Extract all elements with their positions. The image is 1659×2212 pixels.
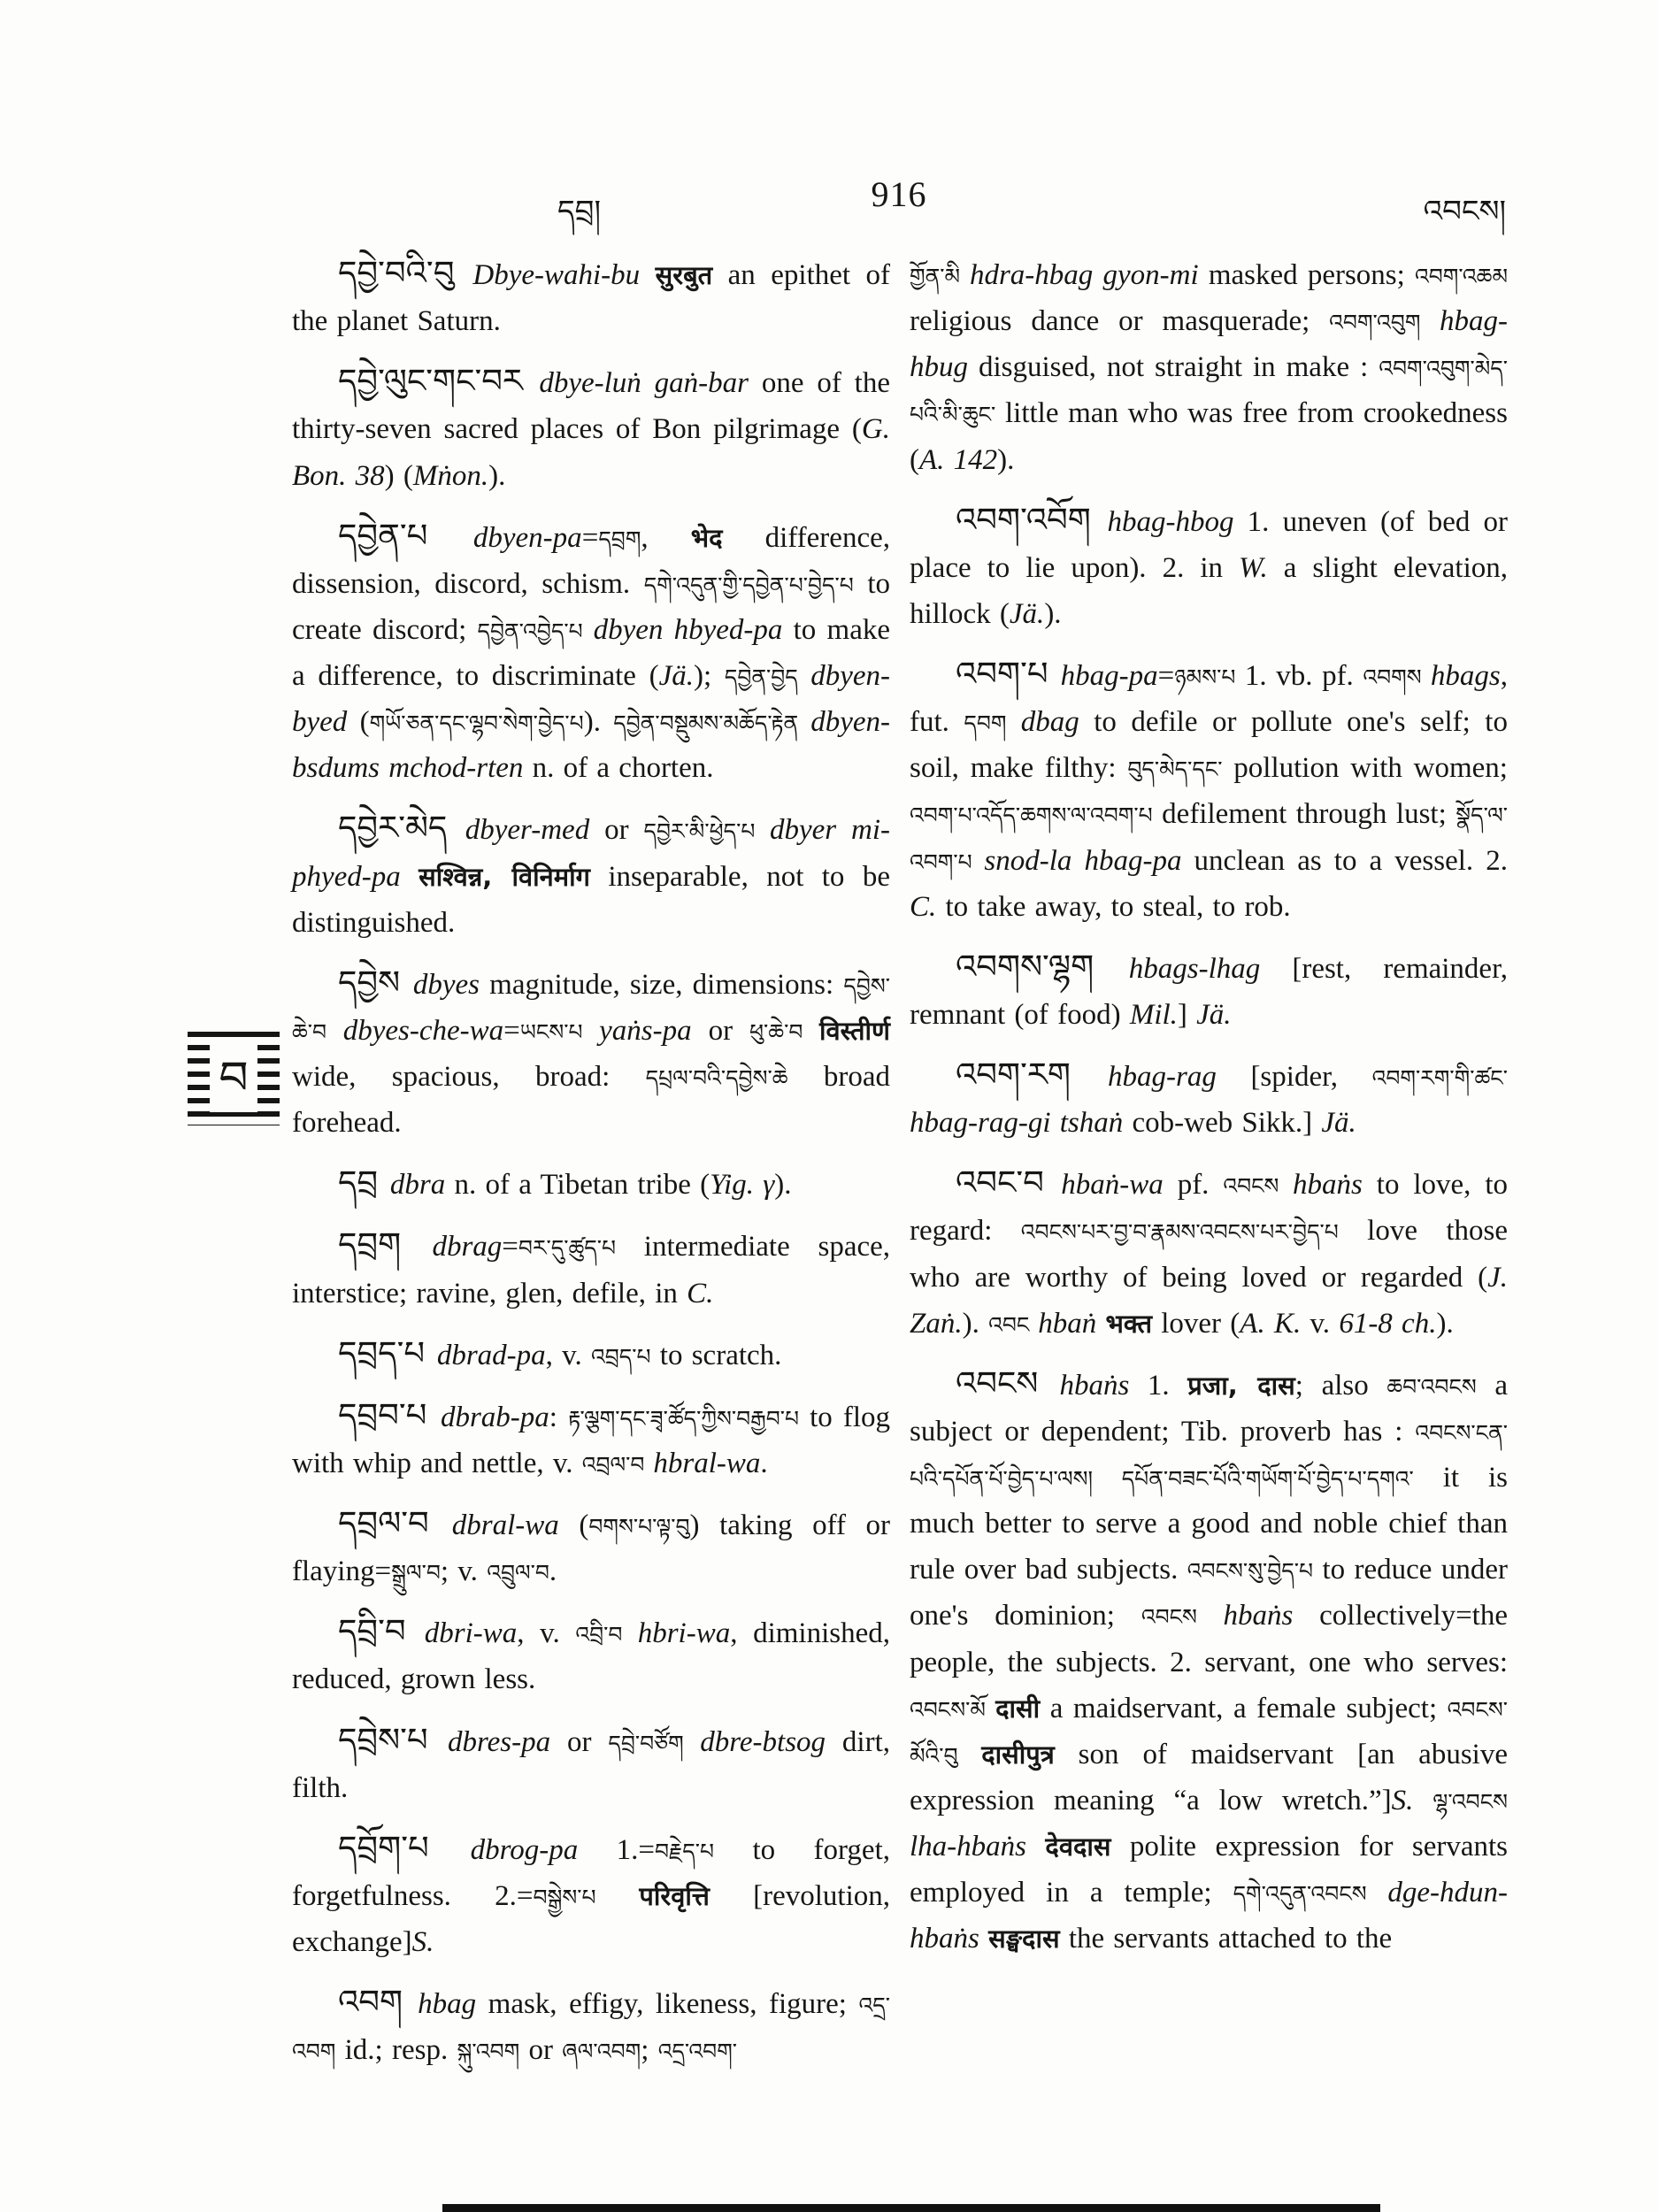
definition-text: to flog with whip and nettle, v. bbox=[292, 1401, 891, 1479]
definition-text: pf. bbox=[1163, 1169, 1224, 1202]
definition-text: or bbox=[589, 814, 644, 847]
transliteration: J. Zaṅ. bbox=[910, 1261, 1508, 1340]
definition-text: [spider, bbox=[1216, 1061, 1372, 1093]
transliteration: hbaṅs bbox=[1223, 1600, 1294, 1632]
transliteration: hbag-pa bbox=[1060, 660, 1158, 692]
definition-text: a slight elevation, hillock ( bbox=[910, 551, 1508, 630]
transliteration: A. K. bbox=[1240, 1307, 1302, 1340]
definition-text: it is much better to serve a good and noble chief than rule over bad subjects. bbox=[910, 1462, 1508, 1586]
devanagari-text: परिवृत्ति bbox=[639, 1880, 710, 1911]
tibetan-text: བུད་མེད་དང་ bbox=[1127, 757, 1223, 783]
tibetan-text: ཞལ་འབག bbox=[562, 2039, 641, 2065]
devanagari-text: दासीपुत्र bbox=[981, 1739, 1055, 1770]
tibetan-headword: འབག་པ bbox=[956, 655, 1061, 693]
definition-text: or bbox=[519, 2034, 563, 2067]
transliteration: dbrog-pa bbox=[470, 1833, 579, 1866]
transliteration: G. Bon. 38 bbox=[292, 413, 890, 492]
transliteration: hdra-hbag gyon-mi bbox=[969, 259, 1199, 291]
tibetan-text: དབྱེན་བསྡུམས་མཆོད་རྟེན bbox=[613, 710, 811, 737]
definition-text: lover ( bbox=[1151, 1307, 1240, 1340]
dictionary-entry bbox=[910, 1162, 1508, 1347]
definition-text: to make a difference, to discriminate ( bbox=[292, 613, 890, 692]
transliteration: Jä. bbox=[1009, 597, 1045, 630]
running-head-left-keyword: དབྲ། bbox=[557, 194, 602, 229]
dictionary-entry bbox=[910, 946, 1508, 1038]
transliteration: hbaṅs bbox=[1059, 1369, 1130, 1402]
definition-text: ) taking off or flaying= bbox=[292, 1509, 890, 1588]
definition-text: mask, effigy, likeness, figure; bbox=[476, 1988, 859, 2021]
transliteration: hbag-hbug bbox=[910, 305, 1508, 384]
devanagari-text: भेद bbox=[690, 522, 723, 553]
dictionary-entry bbox=[292, 1224, 890, 1316]
dictionary-entry bbox=[910, 499, 1508, 637]
definition-text: to forget, forgetfulness. 2.= bbox=[292, 1833, 890, 1912]
tibetan-text: བར་དུ་ཚུད་པ bbox=[518, 1235, 617, 1262]
tibetan-headword: དབྲི་བ bbox=[338, 1612, 425, 1651]
definition-text: ). bbox=[1044, 597, 1062, 630]
definition-text: to love, to regard: bbox=[910, 1169, 1508, 1248]
transliteration: dbyer mi-phyed-pa bbox=[292, 814, 890, 893]
transliteration: yaṅs-pa bbox=[599, 1014, 692, 1047]
tibetan-text: བསྒྱེས་པ bbox=[533, 1884, 640, 1910]
definition-text: = bbox=[502, 1231, 518, 1263]
definition-text: 1.= bbox=[578, 1833, 655, 1866]
definition-text: a maidservant, a female subject; bbox=[1040, 1692, 1448, 1724]
definition-text: ] bbox=[1177, 998, 1197, 1031]
devanagari-text: सश्विन्न, विनिर्माग bbox=[419, 861, 590, 892]
transliteration: hbags bbox=[1430, 660, 1501, 692]
transliteration: hbag bbox=[418, 1988, 477, 2021]
definition-text: = bbox=[503, 1014, 520, 1047]
definition-text: n. of a chorten. bbox=[523, 752, 714, 785]
dictionary-entry bbox=[292, 1610, 890, 1702]
dictionary-entry bbox=[292, 360, 890, 498]
tibetan-text: རྟ་ལྕག་དང་ཟྭ་ཚོད་ཀྱིས་བརྒྱབ་པ bbox=[568, 1405, 800, 1432]
tibetan-text: འབྲལ་བ bbox=[581, 1451, 654, 1478]
transliteration: C. bbox=[687, 1277, 714, 1310]
transliteration: hbag-rag bbox=[1108, 1061, 1217, 1093]
definition-text: ). bbox=[583, 706, 614, 739]
dictionary-entry bbox=[910, 653, 1508, 930]
devanagari-text: सुरबुत bbox=[655, 260, 713, 290]
transliteration: dbra bbox=[389, 1169, 446, 1202]
transliteration: hbag-rag-gi tshaṅ bbox=[910, 1107, 1124, 1140]
tibetan-text: འདྲ་འབག་ bbox=[657, 2039, 738, 2065]
dictionary-entry bbox=[292, 807, 890, 945]
tibetan-text: འབངས་སུ་བྱེད་པ bbox=[1187, 1558, 1314, 1585]
tibetan-text: ལྷ་འབངས bbox=[1432, 1788, 1508, 1815]
dictionary-entry bbox=[292, 252, 890, 344]
tibetan-headword: དབྲབ་པ bbox=[338, 1395, 441, 1434]
definition-text: unclean as to a vessel. 2. bbox=[1181, 844, 1508, 877]
dictionary-entry bbox=[292, 1394, 890, 1486]
tibetan-text: སྐུ་འབག bbox=[457, 2039, 520, 2065]
tibetan-text: འབག་འབུག་མེད་པའི་མི་ཆུང་ bbox=[910, 356, 1508, 428]
definition-text: v. bbox=[1301, 1307, 1340, 1340]
definition-text: n. of a Tibetan tribe ( bbox=[445, 1169, 710, 1202]
dictionary-entry bbox=[292, 1981, 890, 2073]
tibetan-headword: འབང་བ bbox=[956, 1164, 1062, 1202]
transliteration: Mṅon. bbox=[412, 459, 489, 492]
transliteration: Dbye-wahi-bu bbox=[472, 259, 656, 291]
tibetan-text: འབངས་མོ bbox=[910, 1696, 996, 1723]
definition-text: masked persons; bbox=[1198, 259, 1416, 291]
transliteration: dbri-wa bbox=[424, 1617, 518, 1650]
tibetan-text: འབྲད་པ bbox=[591, 1343, 651, 1370]
tibetan-text: འབག་པ་འདོད་ཆགས་ལ་འབག་པ bbox=[910, 803, 1153, 829]
tibetan-headword: དབྲ bbox=[338, 1164, 390, 1202]
definition-text: id.; resp. bbox=[335, 2034, 457, 2067]
definition-text: wide, spacious, broad: bbox=[292, 1061, 646, 1093]
section-letter: བ bbox=[219, 1052, 249, 1105]
tibetan-text: ཆབ་འབངས bbox=[1386, 1373, 1477, 1400]
running-head bbox=[292, 173, 1506, 227]
tibetan-headword: དབྱེ་བའི་བུ bbox=[338, 254, 473, 292]
definition-text bbox=[1413, 1785, 1432, 1816]
definition-text: religious dance or masquerade; bbox=[910, 305, 1330, 338]
definition-text: ). bbox=[962, 1307, 989, 1340]
tibetan-text: འདྲ་འབག bbox=[292, 1993, 890, 2065]
definition-text: broad forehead. bbox=[292, 1061, 890, 1140]
tibetan-text: འབག་འཆམ bbox=[1415, 264, 1509, 289]
tibetan-text: དབག bbox=[964, 710, 1021, 737]
definition-text: ) ( bbox=[384, 459, 413, 492]
tibetan-text: འབྲི་བ bbox=[575, 1622, 638, 1648]
definition-text: [revolution, exchange] bbox=[292, 1879, 890, 1958]
tibetan-headword: དབྱེ་ལུང་གང་བར bbox=[338, 362, 540, 401]
dictionary-entry bbox=[292, 962, 890, 1147]
tibetan-text: འབགས bbox=[1363, 664, 1431, 690]
definition-text: difference, dissension, discord, schism. bbox=[292, 521, 890, 600]
definition-text: = bbox=[581, 521, 599, 554]
dictionary-entry bbox=[292, 1827, 890, 1965]
tibetan-text: འབག་འབུག bbox=[1329, 310, 1440, 336]
transliteration: dge-hdun-hbaṅs bbox=[910, 1877, 1509, 1955]
tibetan-text: གྱོན་མི bbox=[910, 264, 970, 289]
tibetan-text: འབག་རག་གི་ཚང་ bbox=[1371, 1065, 1508, 1091]
definition-text: 1. vb. pf. bbox=[1235, 660, 1363, 692]
tibetan-headword: དབྱེར་མེད bbox=[338, 809, 465, 848]
definition-text: , bbox=[641, 521, 691, 554]
tibetan-text: ཉམས་པ bbox=[1174, 664, 1236, 690]
tibetan-text: འབྲུལ་བ bbox=[487, 1560, 549, 1586]
page-number: 916 bbox=[871, 174, 927, 214]
tibetan-text: འབངས་ངན་པའི་དཔོན་པོ་བྱེད་པ་ལས། དཔོན་བཟང་པོའི་གཡོག་པོ་བྱེད་པ་དགའ་ bbox=[910, 1419, 1508, 1492]
devanagari-text: सङ्घदास bbox=[988, 1924, 1060, 1955]
tibetan-headword: དབྲལ་བ bbox=[338, 1504, 452, 1542]
definition-text: one of the thirty-seven sacred places of Bon pilgrimage ( bbox=[292, 367, 890, 446]
transliteration: Jä. bbox=[1321, 1107, 1356, 1140]
transliteration: dbag bbox=[1020, 706, 1079, 739]
tibetan-headword: འབགས་ལྷག bbox=[956, 947, 1129, 986]
definition-text: dirt, filth. bbox=[292, 1725, 890, 1804]
definition-text: little man who was free from crookedness ( bbox=[910, 397, 1508, 476]
transliteration: W. bbox=[1239, 551, 1268, 584]
definition-text: ; bbox=[641, 2034, 658, 2067]
section-letter-box bbox=[210, 1045, 257, 1112]
definition-text: ( bbox=[558, 1509, 589, 1541]
tibetan-text: དགེ་འདུན་གྱི་དབྱེན་པ་བྱེད་པ bbox=[643, 572, 854, 598]
tibetan-text: དབྱེན་འབྱེད་པ bbox=[477, 618, 594, 644]
tibetan-headword: དབྱེན་པ bbox=[338, 516, 473, 555]
definition-text: cob-web Sikk.] bbox=[1123, 1107, 1322, 1140]
definition-text: [rest, remainder, remnant (of food) bbox=[910, 952, 1508, 1031]
tibetan-text: སྣོད་ལ་འབག་པ bbox=[910, 803, 1508, 875]
definition-text: a subject or dependent; Tib. proverb has : bbox=[910, 1369, 1508, 1448]
definition-text: ). bbox=[774, 1169, 792, 1202]
transliteration: S. bbox=[1391, 1784, 1414, 1816]
definition-text: to reduce under one's dominion; bbox=[910, 1554, 1508, 1632]
tibetan-text: དབྲེ་བཙོག bbox=[608, 1730, 701, 1756]
transliteration: hbag-hbog bbox=[1107, 505, 1234, 538]
definition-text: , fut. bbox=[910, 660, 1509, 739]
transliteration: dbrag bbox=[432, 1231, 503, 1263]
dictionary-entry bbox=[292, 1162, 890, 1208]
transliteration: C. bbox=[910, 890, 937, 923]
tibetan-text: དགེ་འདུན་འབངས bbox=[1233, 1881, 1388, 1908]
transliteration: hbaṅ bbox=[1038, 1307, 1106, 1340]
scan-artifact-bar bbox=[442, 2204, 1380, 2212]
definition-text: to create discord; bbox=[292, 567, 890, 646]
tibetan-headword: འབག bbox=[338, 1983, 419, 2022]
tibetan-text: འབང bbox=[988, 1311, 1039, 1338]
definition-text: 1. uneven (of bed or place to lie upon). 2. in bbox=[910, 505, 1508, 584]
tibetan-text: འབངས bbox=[1141, 1604, 1224, 1631]
transliteration: Jä. bbox=[658, 660, 694, 692]
definition-text: or bbox=[691, 1014, 750, 1047]
transliteration: dbye-luṅ gaṅ-bar bbox=[539, 367, 762, 400]
dictionary-entry bbox=[910, 1054, 1508, 1146]
tibetan-text: དབྱེར་མི་ཕྱེད་པ bbox=[643, 818, 770, 845]
definition-text: the servants attached to the bbox=[1059, 1923, 1393, 1955]
transliteration: 61-8 ch. bbox=[1339, 1307, 1437, 1340]
transliteration: dbyen hbyed-pa bbox=[593, 613, 783, 646]
transliteration: dbral-wa bbox=[451, 1509, 559, 1541]
transliteration: S. bbox=[411, 1926, 434, 1958]
tibetan-text: ཡངས་པ bbox=[519, 1018, 600, 1045]
dictionary-entry bbox=[292, 1719, 890, 1811]
devanagari-text: भक्त bbox=[1105, 1308, 1152, 1339]
dictionary-entry bbox=[910, 1363, 1508, 1962]
transliteration: dbyes-che-wa bbox=[342, 1014, 504, 1047]
definition-text: magnitude, size, dimensions: bbox=[479, 968, 844, 1001]
definition-text: ); bbox=[694, 660, 725, 692]
definition-text: to defile or pollute one's self; to soil, make filthy: bbox=[910, 706, 1508, 785]
tibetan-text: གཡོ་ཅན་དང་ལྷབ་སེག་བྱེད་པ bbox=[369, 710, 584, 737]
definition-text: : bbox=[549, 1401, 569, 1433]
tibetan-text: སྒྲུལ་བ bbox=[391, 1560, 441, 1586]
transliteration: lha-hbaṅs bbox=[910, 1831, 1046, 1863]
dictionary-entry bbox=[292, 515, 890, 792]
tibetan-headword: དབྲད་པ bbox=[338, 1333, 437, 1372]
transliteration: dbyes bbox=[412, 968, 480, 1001]
transliteration: dbres-pa bbox=[448, 1725, 551, 1758]
definition-text: disguised, not straight in make : bbox=[968, 351, 1379, 384]
tibetan-headword: དབྲེས་པ bbox=[338, 1720, 449, 1759]
definition-text: inseparable, not to be distinguished. bbox=[292, 860, 890, 939]
transliteration: hbri-wa bbox=[637, 1617, 731, 1650]
transliteration: hbral-wa bbox=[653, 1447, 761, 1479]
transliteration: dbrad-pa bbox=[436, 1339, 546, 1371]
dictionary-entry bbox=[292, 1502, 890, 1594]
definition-text: ). bbox=[997, 443, 1015, 476]
definition-text: to scratch. bbox=[650, 1339, 782, 1371]
definition-text: an epithet of the planet Saturn. bbox=[292, 259, 890, 338]
definition-text: defilement through lust; bbox=[1152, 798, 1456, 831]
definition-text: 1. bbox=[1129, 1369, 1188, 1402]
tibetan-text: དབྱེས་ཆེ་བ bbox=[292, 972, 890, 1045]
transliteration: hbaṅs bbox=[1293, 1169, 1363, 1202]
definition-text: pollution with women; bbox=[1222, 752, 1508, 785]
definition-text: = bbox=[1157, 660, 1175, 692]
definition-text: polite expression for servants employed in a temple; bbox=[910, 1831, 1509, 1909]
section-letter-tab bbox=[188, 1032, 280, 1125]
dictionary-entry bbox=[910, 252, 1508, 483]
tibetan-text: བགས་པ་ལྟ་བུ bbox=[588, 1514, 690, 1540]
definition-text: ). bbox=[488, 459, 506, 492]
right-column bbox=[910, 252, 1508, 1978]
definition-text: ). bbox=[1436, 1307, 1454, 1340]
transliteration: snod-la hbag-pa bbox=[984, 844, 1182, 877]
transliteration: dbyen-pa bbox=[472, 521, 582, 554]
tibetan-text: དབྲག bbox=[598, 526, 641, 552]
transliteration: Mil. bbox=[1129, 998, 1178, 1031]
tibetan-text: འབངས་པར་བྱ་བ་རྣམས་འབངས་པར་བྱེད་པ bbox=[1020, 1219, 1339, 1246]
definition-text: son of maidservant [an abusive expression meaning “a low wretch.”] bbox=[910, 1738, 1508, 1816]
tibetan-headword: འབག་རག bbox=[956, 1056, 1109, 1094]
devanagari-text: देवदास bbox=[1045, 1832, 1111, 1862]
definition-text: , v. bbox=[545, 1339, 592, 1371]
definition-text: intermediate space, interstice; ravine, glen, defile, in bbox=[292, 1231, 891, 1310]
transliteration: Yig. γ bbox=[710, 1169, 775, 1202]
devanagari-text: प्रजा, दास bbox=[1187, 1370, 1295, 1401]
definition-text: collectively=the people, the subjects. 2. servant, one who serves: bbox=[910, 1600, 1508, 1678]
tibetan-headword: འབངས bbox=[956, 1363, 1060, 1402]
tibetan-headword: དབྲོག་པ bbox=[338, 1828, 471, 1867]
running-head-right-keyword: འབངས། bbox=[1423, 194, 1506, 229]
transliteration: dbre-btsog bbox=[700, 1725, 826, 1758]
tibetan-headword: དབྱེས bbox=[338, 963, 413, 1002]
tibetan-text: ཕུ་ཆེ་བ bbox=[749, 1018, 820, 1045]
tibetan-text: འབངས་མོའི་བུ bbox=[910, 1696, 1508, 1769]
definition-text: to take away, to steal, to rob. bbox=[936, 890, 1291, 923]
devanagari-text: दासी bbox=[995, 1693, 1041, 1724]
transliteration: hbaṅ-wa bbox=[1061, 1169, 1164, 1202]
tibetan-text: བརྗེད་པ bbox=[655, 1838, 715, 1864]
transliteration: A. 142 bbox=[919, 443, 998, 476]
transliteration: dbyer-med bbox=[465, 814, 590, 847]
definition-text: love those who are worthy of being loved or regarded ( bbox=[910, 1215, 1508, 1294]
tibetan-text: དཔྲལ་བའི་དབྱེས་ཆེ bbox=[645, 1065, 788, 1091]
tibetan-text: དབྱེན་བྱེད bbox=[724, 664, 811, 690]
dictionary-entry bbox=[292, 1333, 890, 1379]
tibetan-headword: འབག་འབོག bbox=[956, 500, 1108, 539]
definition-text: ; also bbox=[1294, 1369, 1387, 1402]
definition-text: ( bbox=[347, 706, 370, 739]
definition-text: . bbox=[549, 1555, 557, 1588]
left-column bbox=[292, 252, 890, 2089]
devanagari-text: विस्तीर्ण bbox=[819, 1015, 890, 1046]
definition-text: , diminished, reduced, grown less. bbox=[292, 1617, 890, 1696]
tibetan-text: འབངས bbox=[1223, 1173, 1294, 1200]
transliteration: hbags-lhag bbox=[1128, 952, 1261, 985]
transliteration: dbyen-byed bbox=[292, 660, 890, 739]
definition-text: or bbox=[550, 1725, 609, 1758]
definition-text: ; v. bbox=[440, 1555, 488, 1588]
definition-text: , v. bbox=[517, 1617, 576, 1650]
transliteration: dbrab-pa bbox=[440, 1401, 549, 1433]
definition-text: . bbox=[760, 1447, 768, 1479]
transliteration: dbyen-bsdums mchod-rten bbox=[292, 706, 890, 785]
tibetan-headword: དབྲག bbox=[338, 1225, 433, 1264]
transliteration: Jä. bbox=[1196, 998, 1232, 1031]
